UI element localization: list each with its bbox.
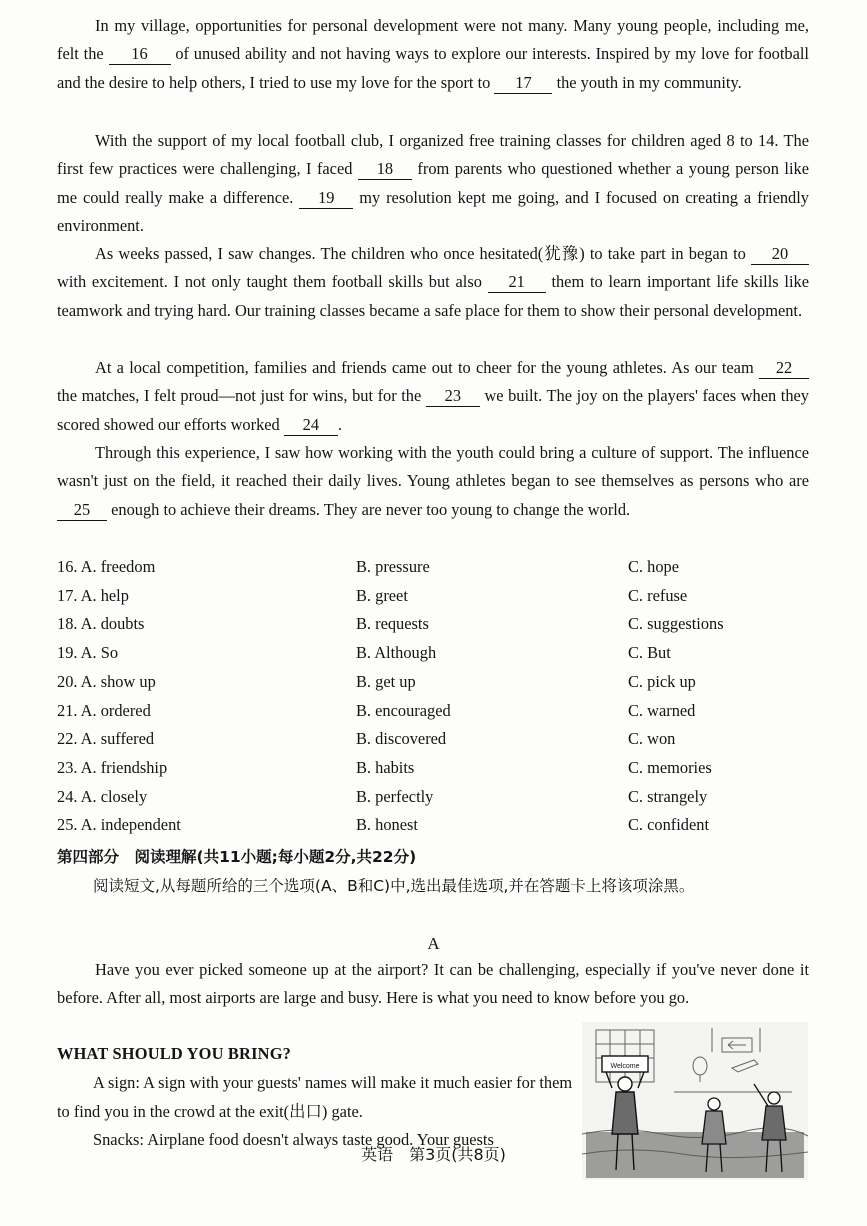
option-row	[57, 610, 817, 638]
item-label: Snacks:	[93, 1130, 144, 1149]
option-c: C. But	[628, 643, 671, 663]
blank-16: 16	[109, 44, 171, 65]
option-b: B. requests	[356, 614, 429, 634]
paragraph-text: As weeks passed, I saw changes. The children who once hesitated(犹豫) to take part in began to	[95, 244, 746, 263]
item-label: A sign:	[93, 1073, 140, 1092]
option-a: 19. A. So	[57, 643, 119, 663]
passage-paragraph-1	[57, 12, 809, 97]
paragraph-text: .	[337, 414, 342, 434]
option-b: B. Although	[356, 643, 437, 663]
passage-a-intro	[57, 956, 809, 1013]
paragraph-text: with excitement. I not only taught them football skills but also	[57, 272, 482, 292]
option-b: B. discovered	[356, 729, 447, 749]
option-row	[57, 639, 817, 667]
passage-paragraph-3	[57, 240, 809, 325]
passage-letter: A	[427, 934, 440, 953]
paragraph-text: of unused ability and not having ways to explore our interests. Inspired by my love for football and the desire to help others, I tried to use my love for the sport to	[57, 44, 809, 92]
option-a: 16. A. freedom	[57, 557, 156, 576]
option-a: 25. A. independent	[57, 815, 181, 835]
page-footer: 英语 第3页(共8页)	[361, 1145, 506, 1164]
option-b: B. get up	[356, 671, 416, 691]
paragraph-text: them to learn important life skills like teamwork and trying hard. Our training classes became a safe place for them to show their personal development.	[57, 272, 809, 320]
option-c: C. hope	[628, 557, 679, 576]
option-row	[57, 582, 817, 610]
paragraph-text: enough to achieve their dreams. They are never too young to change the world.	[111, 499, 631, 519]
option-a: 17. A. help	[57, 585, 129, 605]
option-row	[57, 553, 817, 581]
option-c: C. suggestions	[628, 614, 724, 634]
option-c: C. memories	[628, 757, 712, 777]
option-a: 21. A. ordered	[57, 700, 151, 720]
paragraph-text: Airplane food doesn't always taste good. Your guests	[147, 1130, 494, 1149]
paragraph-text: At a local competition, families and friends came out to cheer for the young athletes. As our team	[95, 358, 754, 377]
option-b: B. perfectly	[356, 786, 434, 806]
blank-25: 25	[57, 500, 107, 521]
option-c: C. pick up	[628, 671, 696, 691]
paragraph-text: my resolution kept me going, and I focused on creating a friendly environment.	[57, 187, 809, 235]
blank-22: 22	[759, 358, 809, 379]
option-b: B. greet	[356, 585, 408, 605]
paragraph-text: the youth in my community.	[556, 72, 742, 92]
passage-paragraph-4	[57, 354, 809, 439]
welcome-sign-text: Welcome	[610, 1063, 640, 1070]
option-b: B. habits	[356, 757, 415, 777]
option-c: C. confident	[628, 815, 710, 835]
option-a: 22. A. suffered	[57, 729, 155, 749]
option-c: C. refuse	[628, 585, 688, 605]
paragraph-text: With the support of my local football club, I organized free training classes for children aged 8 to 14. The first few practices were challenging, I faced	[57, 131, 809, 179]
paragraph-text: we built. The joy on the players' faces when they scored showed our efforts worked	[57, 386, 809, 434]
section-heading: 第四部分 阅读理解(共11小题;每小题2分,共22分)	[57, 848, 417, 866]
blank-18: 18	[358, 159, 412, 180]
blank-19: 19	[299, 188, 353, 209]
option-row	[57, 697, 817, 725]
option-c: C. strangely	[628, 786, 708, 806]
blank-20: 20	[751, 244, 809, 265]
paragraph-text: Through this experience, I saw how working with the youth could bring a culture of support. The influence wasn't just on the field, it reached their daily lives. Young athletes began to see themselves as persons who are	[57, 443, 809, 491]
paragraph-text: from parents who questioned whether a young person like me could really make a difference.	[57, 159, 809, 207]
blank-24: 24	[284, 415, 338, 436]
option-b: B. encouraged	[356, 700, 451, 720]
passage-paragraph-2	[57, 127, 809, 240]
passage-subheading: WHAT SHOULD YOU BRING?	[57, 1044, 292, 1063]
option-a: 24. A. closely	[57, 786, 148, 806]
option-row	[57, 668, 817, 696]
option-b: B. honest	[356, 815, 418, 835]
section-instruction: 阅读短文,从每题所给的三个选项(A、B和C)中,选出最佳选项,并在答题卡上将该项涂黑。	[93, 877, 695, 895]
paragraph-text: the matches, I felt proud—not just for wins, but for the	[57, 386, 422, 406]
option-row	[57, 725, 817, 753]
option-a: 23. A. friendship	[57, 757, 168, 777]
option-a: 20. A. show up	[57, 671, 156, 691]
paragraph-text: A sign with your guests' names will make it much easier for them to find you in the crowd at the exit(出口) gate.	[57, 1073, 573, 1121]
paragraph-text: Have you ever picked someone up at the airport? It can be challenging, especially if you've never done it before. After all, most airports are large and busy. Here is what you need to know before you go.	[57, 960, 809, 1008]
paragraph-text: In my village, opportunities for personal development were not many. Many young people, including me, felt the	[57, 16, 809, 64]
option-row	[57, 783, 817, 811]
option-row	[57, 811, 817, 839]
blank-23: 23	[426, 386, 480, 407]
blank-17: 17	[494, 73, 552, 94]
option-row	[57, 754, 817, 782]
sign-paragraph	[57, 1069, 579, 1126]
option-a: 18. A. doubts	[57, 614, 145, 634]
passage-paragraph-5	[57, 439, 809, 524]
option-c: C. won	[628, 729, 676, 749]
option-b: B. pressure	[356, 557, 430, 576]
blank-21: 21	[488, 272, 546, 293]
option-c: C. warned	[628, 700, 696, 720]
